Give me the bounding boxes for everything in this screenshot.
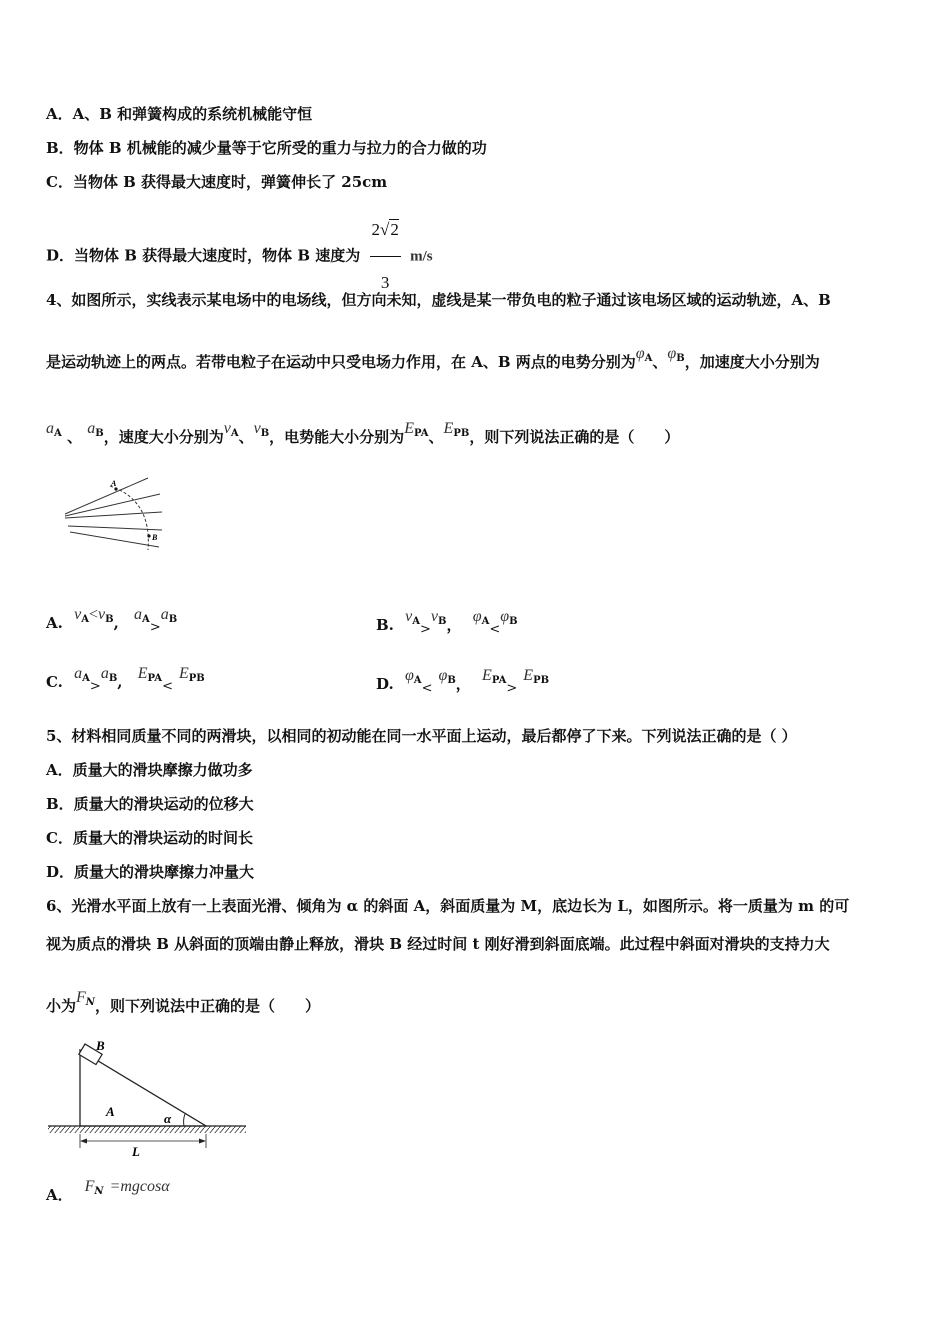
q4-line3-speed-text: ，速度大小分别为 (103, 428, 224, 446)
q4-opt-c-e-symbol: E (137, 665, 148, 682)
q6-force-symbol: F (76, 989, 86, 1006)
field-line-5 (70, 532, 159, 547)
q4-opt-d-phi-symbol-2: φ (438, 667, 448, 684)
q4-speed-a-subscript: A (230, 428, 239, 439)
q6-option-a-label: A． (46, 1186, 73, 1204)
label-b: B (96, 1038, 105, 1053)
q3-option-b: B．物体 B 机械能的减少量等于它所受的重力与拉力的合力做的功 (46, 139, 487, 157)
q4-stem-line3 (46, 420, 680, 448)
q3-option-d-fraction: $\frac{2√2}{3}$ (370, 205, 401, 308)
q4-opt-b-relation1: > (420, 622, 431, 637)
q5-option-b: B．质量大的滑块运动的位移大 (46, 795, 254, 813)
q4-opt-a-v-symbol: v (74, 606, 82, 623)
q4-energy-a-subscript: PA (413, 428, 429, 439)
q4-opt-b-phi-sub-b: B (509, 616, 518, 627)
q4-opt-c-e-sub-pa: PA (147, 673, 163, 684)
q6-stem-line3 (46, 989, 320, 1017)
q4-opt-c-e-symbol-2: E (178, 665, 189, 682)
q6-line3-suffix: ，则下列说法中正确的是（ ） (94, 997, 320, 1015)
q4-line2-suffix: ，加速度大小分别为 (684, 353, 820, 371)
q4-opt-a-a-symbol: a (134, 606, 143, 623)
q6-opt-a-f-subscript: N (94, 1186, 104, 1197)
q4-option-c (46, 665, 205, 694)
q4-opt-c-relation2: < (162, 679, 173, 694)
q4-option-c-label: C. (46, 673, 63, 691)
q4-line3-energy-text: ，电势能大小分别为 (269, 428, 405, 446)
q4-opt-d-e-symbol-2: E (523, 667, 534, 684)
q4-opt-a-a-symbol-2: a (160, 606, 169, 623)
q6-stem-line2: 视为质点的滑块 B 从斜面的顶端由静止释放，滑块 B 经过时间 t 刚好滑到斜面底端。此过程中斜面对滑块的支持力大 (46, 935, 830, 953)
q4-accel-a-subscript: A (54, 428, 62, 439)
q3-option-d-unit: m/s (410, 248, 433, 265)
angle-arc (184, 1114, 185, 1126)
q3-option-c: C．当物体 B 获得最大速度时，弹簧伸长了 25cm (46, 173, 388, 191)
q4-phi-a-symbol: φ (635, 345, 645, 362)
q4-accel-a-symbol: a (46, 420, 54, 437)
q4-stem-line1: 4、如图所示，实线表示某电场中的电场线，但方向未知，虚线是某一带负电的粒子通过该电场区域的运动轨迹，A、B (46, 291, 831, 309)
q3-option-d-text: D．当物体 B 获得最大速度时，物体 B 速度为 (46, 246, 361, 265)
q4-opt-c-a-symbol-2: a (100, 665, 109, 682)
q4-line3-sep2: 、 (238, 428, 254, 446)
q4-energy-a-symbol: E (404, 420, 414, 437)
q6-stem-line1: 6、光滑水平面上放有一上表面光滑、倾角为 α 的斜面 A，斜面质量为 M，底边长为 L，如图所示。将一质量为 m 的可 (46, 897, 850, 915)
q4-opt-a-comma: , (113, 614, 119, 632)
q6-force-subscript: N (85, 997, 95, 1008)
particle-trajectory (110, 486, 148, 550)
q4-phi-b-symbol: φ (667, 345, 677, 362)
q4-opt-b-relation2: < (489, 622, 501, 637)
label-a: A (106, 1104, 115, 1119)
q4-opt-c-e-sub-pb: PB (188, 673, 205, 684)
dimension-arrow-right (199, 1139, 206, 1144)
q5-option-c: C．质量大的滑块运动的时间长 (46, 829, 253, 847)
q4-opt-b-comma: ， (446, 616, 462, 634)
q4-opt-c-comma: , (117, 673, 123, 691)
q4-line2-text: 是运动轨迹上的两点。若带电粒子在运动中只受电场力作用，在 A、B 两点的电势分别为 (46, 353, 636, 371)
point-b-marker (147, 534, 150, 537)
q4-opt-b-phi-sub-a: A (481, 616, 490, 627)
q4-opt-c-relation1: > (89, 679, 101, 694)
q4-line3-sep1: 、 (67, 428, 83, 446)
q4-opt-a-v-symbol-2: v (98, 606, 106, 623)
q4-opt-d-relation1: < (421, 681, 433, 696)
q4-opt-b-v-sub-b: B (438, 616, 447, 627)
q4-speed-b-subscript: B (260, 428, 270, 439)
q3-option-d-denominator: 3 (380, 273, 390, 292)
q3-option-d-numerator: 2 (371, 220, 380, 239)
q4-opt-a-a-sub-b: B (168, 614, 178, 625)
q3-option-a: A．A、B 和弹簧构成的系统机械能守恒 (46, 105, 313, 123)
label-alpha: α (164, 1111, 172, 1126)
q4-line3-sep3: 、 (428, 428, 444, 446)
field-line-1 (65, 478, 148, 514)
q4-opt-d-e-symbol: E (482, 667, 492, 684)
q4-accel-b-symbol: a (87, 420, 96, 437)
q6-incline-figure (44, 1038, 250, 1160)
q4-opt-a-relation1: < (88, 606, 99, 623)
q5-option-d: D．质量大的滑块摩擦力冲量大 (46, 863, 255, 881)
q4-accel-b-subscript: B (95, 428, 104, 439)
q6-option-a (46, 1178, 170, 1206)
q4-speed-b-symbol: v (253, 420, 261, 437)
q4-opt-d-phi-sub-a: A (413, 675, 422, 686)
q6-line3-prefix: 小为 (46, 997, 77, 1015)
q6-opt-a-f-symbol: F (84, 1178, 95, 1195)
q4-stem-line2 (46, 345, 820, 373)
q4-opt-a-relation2: > (149, 620, 161, 635)
q4-opt-d-e-sub-pa: PA (491, 675, 507, 686)
q4-option-d (376, 667, 550, 696)
point-b-label: B (152, 533, 158, 542)
ground-hatching (48, 1126, 246, 1133)
q4-option-b-label: B. (376, 616, 394, 634)
q4-field-line-figure (60, 470, 170, 555)
q4-opt-d-phi-symbol: φ (404, 667, 414, 684)
q4-energy-b-subscript: PB (453, 428, 470, 439)
q4-phi-a-subscript: A (644, 353, 653, 364)
q4-speed-a-symbol: v (223, 420, 231, 437)
q4-option-d-label: D. (376, 675, 394, 693)
q4-opt-d-e-sub-pb: PB (533, 675, 550, 686)
q4-opt-b-v-sub-a: A (412, 616, 421, 627)
q4-opt-b-phi-symbol: φ (472, 608, 482, 625)
q4-opt-c-a-sub-a: A (82, 673, 90, 684)
q5-stem: 5、材料相同质量不同的两滑块，以相同的初动能在同一水平面上运动，最后都停了下来。下列说法正确的是（ ） (46, 727, 797, 745)
q4-option-a (46, 606, 178, 635)
q4-opt-a-v-sub-b: B (105, 614, 114, 625)
dimension-arrow-left (80, 1139, 87, 1144)
q4-energy-b-symbol: E (443, 420, 454, 437)
q4-opt-b-phi-symbol-2: φ (500, 608, 510, 625)
q4-option-b (376, 608, 518, 637)
point-a-label: A (111, 479, 117, 488)
q3-option-d-radicand: 2 (390, 220, 399, 239)
label-l: L (132, 1144, 140, 1159)
q4-opt-b-v-symbol-2: v (430, 608, 439, 625)
q4-opt-c-a-sub-b: B (108, 673, 118, 684)
q4-opt-d-relation2: > (506, 681, 518, 696)
q4-phi-b-subscript: B (676, 353, 685, 364)
q4-opt-c-a-symbol: a (74, 665, 83, 682)
q4-opt-a-v-sub-a: A (81, 614, 89, 625)
q4-opt-b-v-symbol: v (405, 608, 413, 625)
q4-opt-a-a-sub-a: A (142, 614, 150, 625)
q6-opt-a-expression: =mgcosα (109, 1178, 170, 1195)
q5-option-a: A．质量大的滑块摩擦力做功多 (46, 761, 253, 779)
q4-line2-sep: 、 (652, 353, 668, 371)
q4-opt-d-phi-sub-b: B (447, 675, 456, 686)
incline-a (80, 1050, 206, 1126)
q4-line3-end: ，则下列说法正确的是（ ） (469, 428, 680, 446)
q4-option-a-label: A. (46, 614, 63, 632)
q4-opt-d-comma: ， (455, 675, 471, 693)
